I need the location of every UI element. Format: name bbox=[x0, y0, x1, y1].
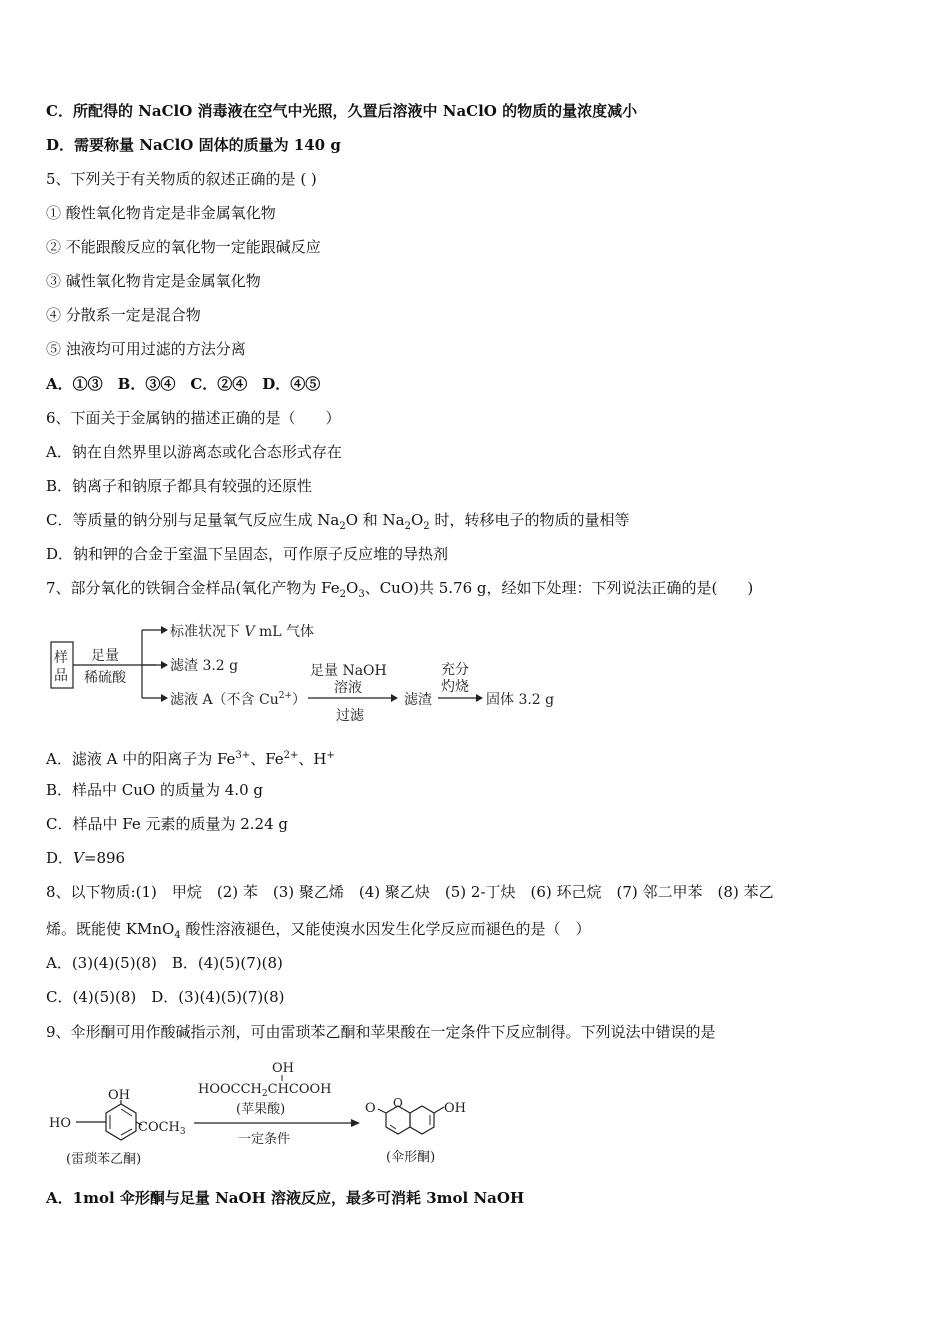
naoh-label: 足量 NaOH bbox=[310, 663, 387, 679]
naoh-solution-label: 溶液 bbox=[334, 680, 362, 696]
question-8-line-1: 8、以下物质:(1) 甲烷 (2) 苯 (3) 聚乙烯 (4) 聚乙炔 (5) 2-丁炔 (6) 环己烷 (7) 邻二甲苯 (8) 苯乙 bbox=[46, 883, 774, 901]
filtrate-label: 滤液 A（不含 $Cu^{2+}$） bbox=[170, 691, 307, 708]
question-6-stem: 6、下面关于金属钠的描述正确的是（ ） bbox=[46, 409, 341, 427]
q5-statement-4: ④ 分散系一定是混合物 bbox=[46, 306, 201, 324]
gas-label: 标准状况下 V mL 气体 bbox=[170, 624, 315, 640]
question-5-stem: 5、下列关于有关物质的叙述正确的是 ( ) bbox=[46, 170, 317, 188]
option-c-naclo: C．所配得的 NaClO 消毒液在空气中光照，久置后溶液中 NaClO 的物质的量浓度减小 bbox=[46, 102, 638, 120]
q6-option-d: D．钠和钾的合金于室温下呈固态，可作原子反应堆的导热剂 bbox=[46, 545, 449, 563]
reagent-oh: OH bbox=[272, 1061, 294, 1076]
q5-statement-2: ② 不能跟酸反应的氧化物一定能跟碱反应 bbox=[46, 238, 321, 256]
product-carbonyl-o: O bbox=[365, 1101, 376, 1116]
sample-label-2: 品 bbox=[54, 668, 68, 684]
reaction-condition: 一定条件 bbox=[238, 1132, 291, 1147]
acetyl-group: $COCH_3$ bbox=[138, 1120, 186, 1137]
question-8-line-2: 烯。既能使 KMnO$_4$ 酸性溶液褪色，又能使溴水因发生化学反应而褪色的是（ ） bbox=[46, 920, 591, 941]
reagent-bottom: 稀硫酸 bbox=[84, 670, 126, 686]
product-name: (伞形酮) bbox=[386, 1150, 436, 1165]
malic-acid-formula: $HOOCCH_2CHCOOH$ bbox=[198, 1082, 332, 1099]
reaction-scheme bbox=[46, 1055, 496, 1175]
reactant-ho: HO bbox=[49, 1116, 71, 1131]
q8-options-ab: A．(3)(4)(5)(8) B．(4)(5)(7)(8) bbox=[46, 954, 283, 972]
separation-flow-diagram bbox=[46, 612, 576, 727]
q6-option-b: B．钠离子和钠原子都具有较强的还原性 bbox=[46, 477, 313, 495]
malic-acid-name: (苹果酸) bbox=[236, 1102, 286, 1117]
product-ring-o: O bbox=[393, 1096, 403, 1110]
q7-option-c: C．样品中 Fe 元素的质量为 2.24 g bbox=[46, 815, 289, 833]
q7-option-a: A．滤液 A 中的阳离子为 $Fe^{3+}$、$Fe^{2+}$、H+ bbox=[46, 750, 335, 768]
q5-statement-3: ③ 碱性氧化物肯定是金属氧化物 bbox=[46, 272, 261, 290]
q5-statement-5: ⑤ 浊液均可用过滤的方法分离 bbox=[46, 340, 246, 358]
filtration-label: 过滤 bbox=[336, 708, 364, 724]
residue-label: 滤渣 3.2 g bbox=[170, 658, 239, 674]
q7-option-d: D．V=896 bbox=[46, 849, 126, 867]
residue2-label: 滤渣 bbox=[404, 692, 432, 708]
reactant-name: (雷琐苯乙酮) bbox=[66, 1152, 142, 1167]
product-lactone-ring bbox=[386, 1106, 410, 1134]
burn-label-bottom: 灼烧 bbox=[441, 679, 469, 695]
question-7-stem: 7、部分氧化的铁铜合金样品(氧化产物为 $Fe_2O_3$、CuO)共 5.76 g，经如下处理：下列说法正确的是( ) bbox=[46, 579, 754, 600]
solid-label: 固体 3.2 g bbox=[486, 692, 555, 708]
q5-options: A．①③ B．③④ C．②④ D．④⑤ bbox=[46, 375, 321, 393]
product-oh: OH bbox=[444, 1101, 466, 1116]
sample-label-1: 样 bbox=[54, 650, 68, 666]
q7-option-b: B．样品中 CuO 的质量为 4.0 g bbox=[46, 781, 263, 799]
burn-label-top: 充分 bbox=[441, 662, 469, 678]
q6-option-c: C．等质量的钠分别与足量氧气反应生成 $Na_2O$ 和 $Na_2O_2$ 时，转移电子的物质的量相等 bbox=[46, 511, 630, 532]
reactant-oh: OH bbox=[108, 1088, 130, 1103]
q9-option-a: A．1mol 伞形酮与足量 NaOH 溶液反应，最多可消耗 3mol NaOH bbox=[46, 1189, 525, 1207]
option-d-naclo: D．需要称量 NaClO 固体的质量为 140 g bbox=[46, 136, 341, 154]
q8-options-cd: C．(4)(5)(8) D．(3)(4)(5)(7)(8) bbox=[46, 988, 285, 1006]
question-9-stem: 9、伞形酮可用作酸碱指示剂，可由雷琐苯乙酮和苹果酸在一定条件下反应制得。下列说法中错误的是 bbox=[46, 1023, 716, 1041]
q5-statement-1: ① 酸性氧化物肯定是非金属氧化物 bbox=[46, 204, 276, 222]
reagent-top: 足量 bbox=[91, 648, 119, 664]
q6-option-a: A．钠在自然界里以游离态或化合态形式存在 bbox=[46, 443, 342, 461]
